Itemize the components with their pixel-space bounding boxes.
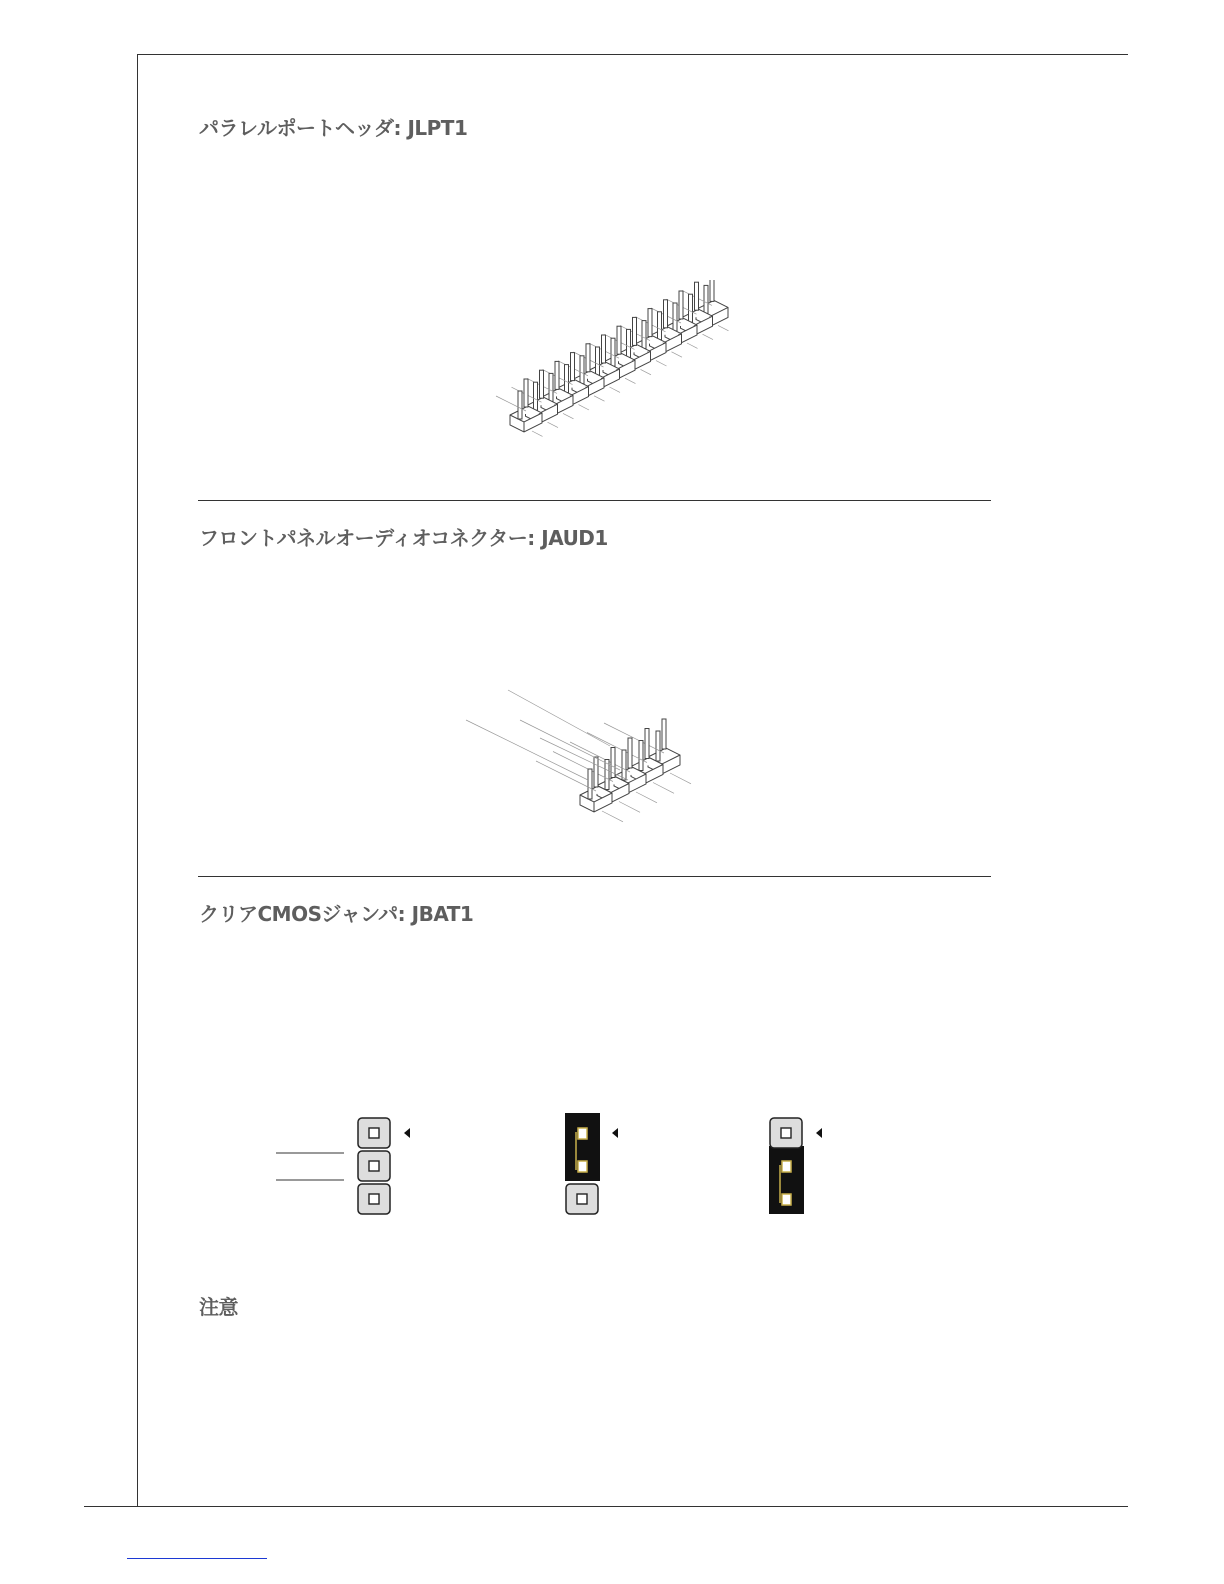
pin-leader-line <box>610 387 621 392</box>
jumper-pins-2-3 <box>769 1118 822 1214</box>
pin-square <box>369 1128 379 1138</box>
header-pin <box>571 353 575 381</box>
header-pin <box>695 282 699 310</box>
header-pin <box>673 303 677 331</box>
note-title: 注意 <box>199 1295 238 1319</box>
clear-cmos-jumper-diagram <box>270 1110 850 1230</box>
header-pin <box>524 379 528 407</box>
pin-leader-line <box>656 361 667 366</box>
parallel-port-header-diagram <box>470 280 770 460</box>
jumper-pins-1-2 <box>565 1113 618 1214</box>
pin1-marker-icon <box>404 1128 410 1138</box>
page-left-border <box>137 54 138 1507</box>
header-pin <box>627 329 631 357</box>
pin-leader-line <box>602 811 623 822</box>
section-divider <box>198 500 991 501</box>
page-top-border <box>137 54 1128 55</box>
pin-square <box>782 1161 791 1172</box>
pin-leader-line <box>536 761 596 791</box>
header-pin <box>588 769 592 799</box>
header-pin <box>642 321 646 349</box>
header-pin <box>622 750 626 780</box>
header-pin <box>662 719 666 749</box>
header-pin <box>689 294 693 322</box>
front-audio-header-diagram <box>460 680 720 830</box>
pin-leader-line <box>508 690 610 746</box>
section-title-clear-cmos: クリアCMOSジャンパ: JBAT1 <box>199 902 474 926</box>
header-pin <box>565 365 569 393</box>
pin1-marker-icon <box>612 1128 618 1138</box>
section-title-parallel-port: パラレルポートヘッダ: JLPT1 <box>199 116 468 140</box>
jumper-open <box>358 1118 410 1214</box>
header-pin <box>639 741 643 771</box>
pin-square <box>578 1161 587 1172</box>
section-title-front-audio: フロントパネルオーディオコネクター: JAUD1 <box>199 526 608 550</box>
header-pin <box>648 309 652 337</box>
header-pin <box>596 347 600 375</box>
header-pin <box>611 338 615 366</box>
footer-link[interactable] <box>127 1558 267 1559</box>
pin-leader-line <box>532 431 543 436</box>
header-pin <box>710 280 714 301</box>
header-pin <box>602 335 606 363</box>
header-pin <box>628 738 632 768</box>
header-pin <box>664 300 668 328</box>
header-pin <box>580 356 584 384</box>
pin-leader-line <box>619 802 640 813</box>
pin-leader-line <box>553 752 613 782</box>
header-pin <box>645 729 649 759</box>
header-pin <box>617 326 621 354</box>
pin-leader-line <box>520 720 620 770</box>
pin-leader-line <box>594 396 605 401</box>
header-pin <box>594 757 598 787</box>
header-pin <box>704 285 708 313</box>
pin-leader-line <box>636 792 657 803</box>
pin-leader-line <box>670 773 691 784</box>
pin-leader-line <box>579 405 590 410</box>
header-pin <box>549 373 553 401</box>
page-bottom-border <box>84 1506 1128 1507</box>
header-pin <box>658 312 662 340</box>
pin-square <box>781 1128 791 1138</box>
pin-square <box>577 1194 587 1204</box>
pin-leader-line <box>653 783 674 794</box>
header-pin <box>656 731 660 761</box>
header-pin <box>555 361 559 389</box>
header-pin <box>518 391 522 419</box>
pin1-marker-icon <box>816 1128 822 1138</box>
pin-square <box>369 1161 379 1171</box>
section-divider <box>198 876 991 877</box>
pin-square <box>782 1194 791 1205</box>
header-pin <box>586 344 590 372</box>
pin-leader-line <box>466 720 588 780</box>
pin-leader-line <box>625 378 636 383</box>
pin-square <box>369 1194 379 1204</box>
pin-leader-line <box>672 352 683 357</box>
header-pin <box>633 317 637 345</box>
pin-leader-line <box>548 422 559 427</box>
pin-leader-line <box>641 369 652 374</box>
pin-square <box>578 1128 587 1139</box>
pin-leader-line <box>718 325 729 330</box>
pin-leader-line <box>563 413 574 418</box>
header-pin <box>534 382 538 410</box>
header-pin <box>540 370 544 398</box>
pin-leader-line <box>687 343 698 348</box>
header-pin <box>679 291 683 319</box>
pin-leader-line <box>703 334 714 339</box>
